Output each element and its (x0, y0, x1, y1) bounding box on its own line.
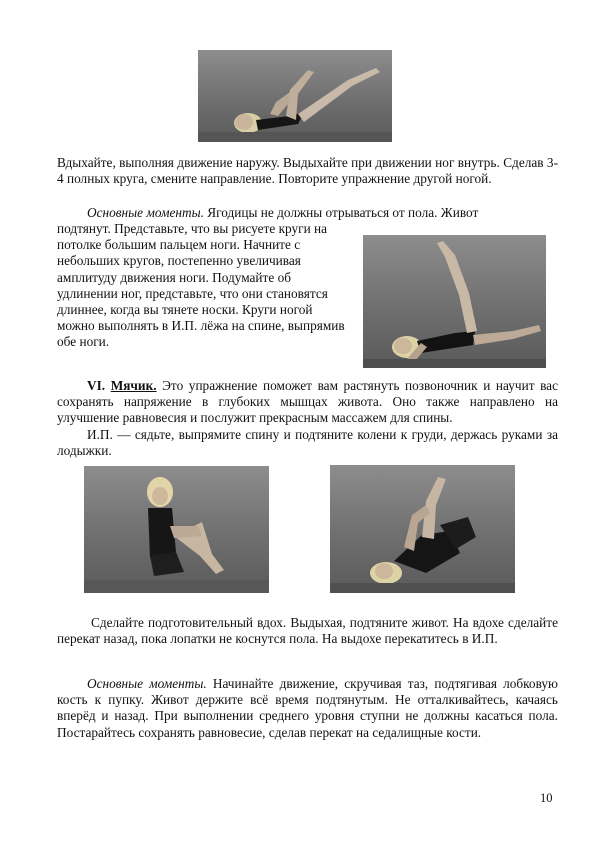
photo-bottom-left-exercise (84, 466, 269, 593)
figure-lying-leg-up-illustration (363, 235, 546, 368)
paragraph-key-points-first-line (57, 205, 558, 221)
paragraph-key-points-ball (57, 676, 558, 741)
paragraph-breathing-text: Вдыхайте, выполняя движение наружу. Выдыхайте при движении ног внутрь. Сделав 3-4 полных круга, смените направление. Повторите упражнение другой ногой. (57, 155, 558, 187)
section-title: Мячик. (110, 378, 157, 393)
key-points-line: небольших кругов, постепенно увеличивая (57, 253, 301, 269)
key-points-line: потолке большим пальцем ноги. Начните с (57, 237, 301, 253)
page-number: 10 (540, 791, 553, 805)
photo-bottom-right-exercise (330, 465, 515, 593)
key-points-line: амплитуду движения ноги. Подумайте об (57, 269, 291, 285)
key-points-label: Основные моменты. (87, 205, 204, 220)
paragraph-breathing (57, 155, 558, 187)
paragraph-steps (57, 615, 558, 647)
key-points-line: удлинении ног, представьте, что они становятся (57, 285, 328, 301)
steps-text: Сделайте подготовительный вдох. Выдыхая, подтяните живот. На вдохе сделайте перекат назад, пока лопатки не коснутся пола. На выдохе перекатитесь в И.П. (57, 615, 558, 647)
key-points-line: длиннее, когда вы тянете носки. Круги ногой (57, 302, 313, 318)
key-points-line: подтянут. Представьте, что вы рисуете круги на (57, 221, 328, 236)
paragraph-key-points-wrapped (57, 221, 362, 351)
figure-lying-legs-raised-illustration (198, 50, 392, 142)
figure-seated-ball-illustration (84, 466, 269, 593)
photo-top-exercise (198, 50, 392, 142)
section-ball-intro (57, 378, 558, 459)
key-points-ball-text: Начинайте движение, скручивая таз, подтягивая лобковую кость к пупку. Живот держите всё время подтянутым. Не отталкивайтесь, качаясь вперёд и назад. При выполнении среднего уровня ступни не должны касаться пола. Постарайтесь сохранять равновесие, сделав перекат на седалищные кости. (57, 676, 558, 740)
key-points-line: можно выполнять в И.П. лёжа на спине, выпрямив (57, 318, 345, 334)
section-intro-text: Это упражнение поможет вам растянуть позвоночник и научит вас сохранять напряжение в глубоких мышцах живота. Оно также направлено на улучшение равновесия и послужит прекрасным массажем для спины. (57, 378, 558, 426)
key-points-line: обе ноги. (57, 334, 110, 350)
figure-rolled-back-illustration (330, 465, 515, 593)
key-points-ball-label: Основные моменты. (87, 676, 207, 691)
photo-right-exercise (363, 235, 546, 368)
section-number: VI. (87, 378, 106, 393)
starting-position-text: И.П. — сядьте, выпрямите спину и подтяните колени к груди, держась руками за лодыжки. (57, 426, 558, 458)
key-points-first-line-text: Ягодицы не должны отрываться от пола. Живот (203, 205, 479, 220)
